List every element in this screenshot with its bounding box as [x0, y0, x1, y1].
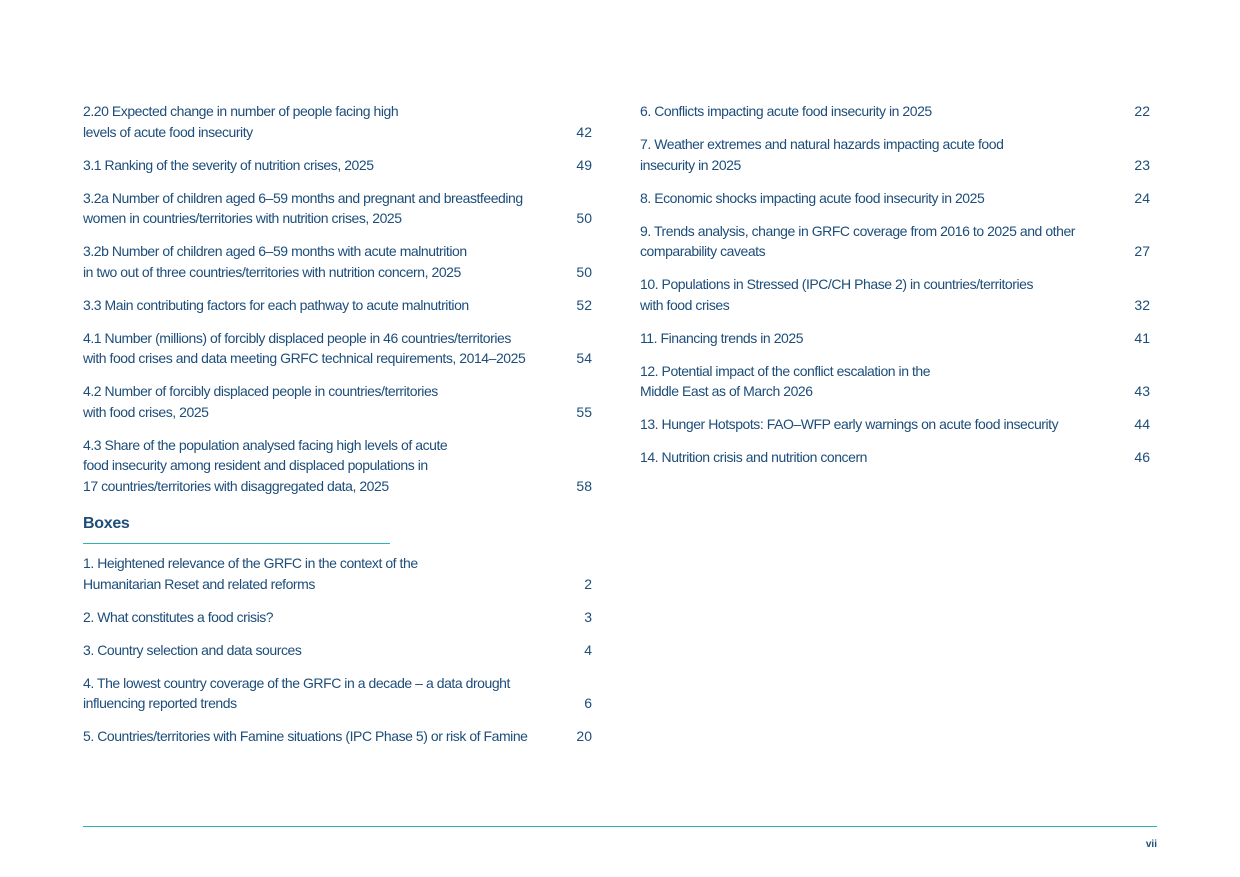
toc-entry-title-line: women in countries/territories with nutrition crises, 2025 [83, 210, 402, 226]
toc-entry-title [83, 295, 568, 316]
toc-entry-title-line: 11. Financing trends in 2025 [640, 329, 804, 346]
toc-entry-title-line: 3. Country selection and data sources [83, 641, 302, 658]
toc-entry-page-number: 44 [1134, 416, 1150, 432]
toc-entry[interactable] [83, 553, 592, 594]
toc-entry-page-number: 49 [576, 156, 592, 173]
toc-entry-title-line: 5. Countries/territories with Famine situations (IPC Phase 5) or risk of Famine [83, 728, 528, 744]
toc-entry-title-line: 13. Hunger Hotspots: FAO–WFP early warnings on acute food insecurity [640, 416, 1059, 432]
toc-entry-title-line: in two out of three countries/territories with nutrition concern, 2025 [83, 263, 461, 280]
toc-entry-title [83, 188, 568, 229]
toc-entry-title-line: 8. Economic shocks impacting acute food insecurity in 2025 [640, 189, 985, 206]
toc-entry-title [83, 435, 568, 497]
toc-entry-title-line: 3.3 Main contributing factors for each pathway to acute malnutrition [83, 296, 469, 313]
toc-entry-title-line: with food crises [640, 296, 730, 313]
toc-entry-title-line: 4.2 Number of forcibly displaced people in countries/territories [83, 383, 438, 399]
toc-entry-title [83, 673, 568, 714]
toc-entry[interactable] [640, 328, 1150, 349]
toc-entry-title-line: 14. Nutrition crisis and nutrition concern [640, 449, 867, 465]
toc-entry-page-number: 4 [584, 641, 592, 658]
boxes-heading: Boxes [83, 515, 130, 532]
toc-entry-title [83, 381, 568, 422]
toc-entry-title-line: Middle East as of March 2026 [640, 383, 813, 399]
toc-entry-title [640, 447, 1126, 468]
toc-entry-title-line: 2.20 Expected change in number of people facing high [83, 103, 399, 119]
toc-entry-title [640, 221, 1126, 262]
toc-entry-title-line: 17 countries/territories with disaggregated data, 2025 [83, 477, 389, 494]
toc-entry[interactable] [83, 101, 592, 142]
toc-entry-title [83, 640, 568, 661]
toc-entry[interactable] [640, 134, 1150, 175]
toc-entry-title-line: 12. Potential impact of the conflict escalation in the [640, 362, 931, 379]
toc-entry-page-number: 43 [1134, 383, 1150, 399]
toc-entry[interactable] [83, 435, 592, 497]
toc-entry-page-number: 3 [584, 608, 592, 625]
toc-entry[interactable] [640, 101, 1150, 122]
toc-entry-page-number: 27 [1134, 243, 1150, 259]
toc-entry-title-line: 4. The lowest country coverage of the GRFC in a decade – a data drought [83, 674, 510, 691]
toc-entry-title-line: comparability caveats [640, 243, 766, 259]
toc-entry[interactable] [640, 361, 1150, 402]
toc-entry-page-number: 52 [576, 296, 592, 313]
toc-entry-title-line: 10. Populations in Stressed (IPC/CH Phase 2) in countries/territories [640, 276, 1034, 292]
footer-rule [83, 826, 1157, 827]
toc-entry-title [640, 188, 1126, 209]
toc-entry-page-number: 22 [1134, 103, 1150, 119]
toc-entry-page-number: 50 [576, 263, 592, 280]
left-column [83, 101, 592, 759]
toc-entry-title-line: Humanitarian Reset and related reforms [83, 575, 315, 592]
toc-entry[interactable] [640, 221, 1150, 262]
toc-entry[interactable] [83, 241, 592, 282]
toc-entry-page-number: 46 [1134, 449, 1150, 465]
toc-entry-title-line: 7. Weather extremes and natural hazards impacting acute food [640, 136, 1004, 152]
toc-entry-title [83, 726, 568, 747]
toc-entry-page-number: 32 [1134, 296, 1150, 313]
toc-entry[interactable] [83, 640, 592, 661]
toc-entry-page-number: 54 [576, 350, 592, 366]
toc-entry[interactable] [640, 188, 1150, 209]
toc-entry-title-line: 3.2a Number of children aged 6–59 months and pregnant and breastfeeding [83, 189, 523, 206]
toc-entry-title [83, 328, 568, 369]
maps-list [83, 101, 592, 496]
toc-entry-page-number: 42 [576, 123, 592, 140]
toc-entry-page-number: 50 [576, 210, 592, 226]
toc-entry[interactable] [83, 607, 592, 628]
toc-entry-page-number: 24 [1134, 189, 1150, 206]
toc-entry-title [640, 328, 1126, 349]
toc-entry-title-line: 6. Conflicts impacting acute food insecurity in 2025 [640, 103, 932, 119]
toc-entry-title-line: 9. Trends analysis, change in GRFC coverage from 2016 to 2025 and other [640, 222, 1075, 239]
boxes-list [83, 553, 592, 747]
toc-entry[interactable] [83, 381, 592, 422]
toc-entry[interactable] [83, 673, 592, 714]
toc-entry-title-line: food insecurity among resident and displaced populations in [83, 457, 428, 473]
toc-entry-page-number: 2 [584, 575, 592, 592]
toc-entry-title-line: 2. What constitutes a food crisis? [83, 608, 274, 625]
toc-entry-title-line: 3.1 Ranking of the severity of nutrition crises, 2025 [83, 156, 374, 173]
toc-entry-title-line: 3.2b Number of children aged 6–59 months with acute malnutrition [83, 243, 467, 259]
toc-entry[interactable] [83, 295, 592, 316]
toc-entry-title [640, 274, 1126, 315]
toc-entry-title-line: insecurity in 2025 [640, 156, 741, 173]
boxes-list-continued [640, 101, 1150, 468]
toc-entry-title [83, 553, 568, 594]
toc-entry-page-number: 6 [584, 695, 592, 711]
toc-entry-title [83, 155, 568, 176]
toc-entry[interactable] [640, 447, 1150, 468]
toc-entry-page-number: 58 [576, 477, 592, 494]
toc-entry-title [83, 607, 568, 628]
toc-entry[interactable] [83, 155, 592, 176]
toc-entry[interactable] [640, 274, 1150, 315]
toc-entry-title [83, 241, 568, 282]
page-number: vii [1145, 839, 1157, 850]
toc-entry[interactable] [640, 414, 1150, 435]
toc-entry-page-number: 23 [1134, 156, 1150, 173]
toc-entry-page-number: 41 [1134, 329, 1150, 346]
toc-entry[interactable] [83, 726, 592, 747]
toc-entry[interactable] [83, 188, 592, 229]
boxes-heading-rule [83, 543, 390, 544]
toc-entry-title [640, 101, 1126, 122]
toc-entry-page-number: 55 [576, 403, 592, 420]
toc-entry-title-line: levels of acute food insecurity [83, 123, 253, 140]
toc-entry-title-line: with food crises, 2025 [83, 403, 209, 420]
toc-entry-title [640, 361, 1126, 402]
toc-entry-title-line: 4.3 Share of the population analysed facing high levels of acute [83, 436, 448, 453]
toc-entry[interactable] [83, 328, 592, 369]
toc-entry-page-number: 20 [576, 728, 592, 744]
toc-entry-title [640, 134, 1126, 175]
toc-entry-title-line: influencing reported trends [83, 695, 237, 711]
toc-entry-title-line: 4.1 Number (millions) of forcibly displaced people in 46 countries/territories [83, 329, 511, 346]
toc-entry-title [640, 414, 1126, 435]
right-column [640, 101, 1150, 480]
toc-entry-title [83, 101, 568, 142]
toc-entry-title-line: 1. Heightened relevance of the GRFC in the context of the [83, 555, 418, 571]
toc-entry-title-line: with food crises and data meeting GRFC technical requirements, 2014–2025 [83, 350, 526, 366]
